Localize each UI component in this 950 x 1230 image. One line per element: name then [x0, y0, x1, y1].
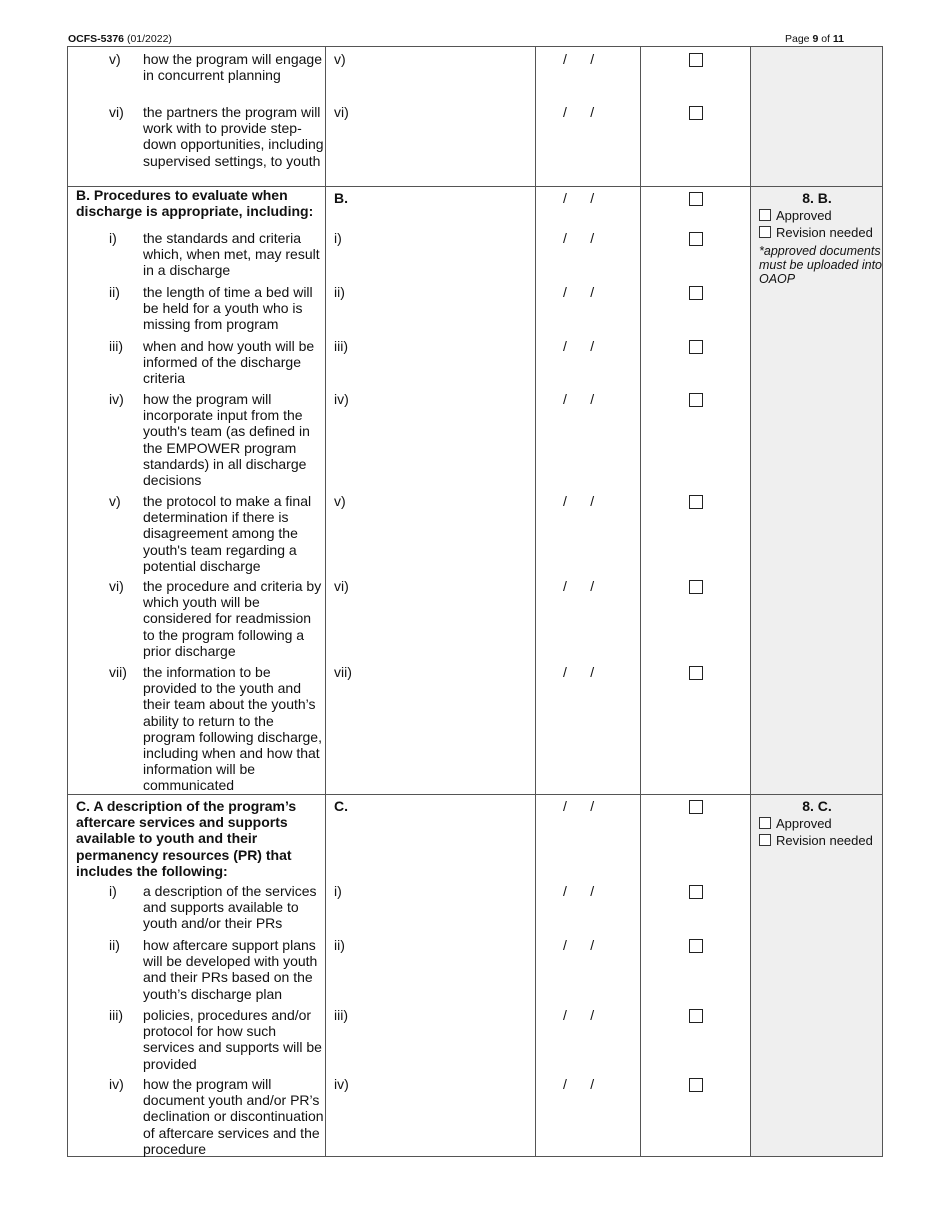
section-b-answer[interactable]: B. [334, 190, 348, 206]
checkbox[interactable] [689, 885, 703, 899]
date-field[interactable]: / / [563, 51, 595, 67]
date-field[interactable]: / / [563, 1076, 595, 1092]
date-field[interactable]: / / [563, 338, 595, 354]
upload-note: *approved documents must be uploaded into OAOP [759, 244, 883, 286]
revision-checkbox[interactable] [759, 834, 771, 846]
checkbox[interactable] [689, 232, 703, 246]
checkbox[interactable] [689, 1009, 703, 1023]
revision-checkbox[interactable] [759, 226, 771, 238]
checkbox[interactable] [689, 286, 703, 300]
revision-option[interactable]: Revision needed [759, 833, 873, 849]
date-field[interactable]: / / [563, 937, 595, 953]
checkbox[interactable] [689, 666, 703, 680]
date-field[interactable]: / / [563, 190, 595, 206]
date-field[interactable]: / / [563, 798, 595, 814]
checkbox[interactable] [689, 580, 703, 594]
date-field[interactable]: / / [563, 391, 595, 407]
checkbox[interactable] [689, 495, 703, 509]
approved-checkbox[interactable] [759, 209, 771, 221]
date-field[interactable]: / / [563, 1007, 595, 1023]
date-field[interactable]: / / [563, 104, 595, 120]
section-b-heading: B. Procedures to evaluate when discharge is appropriate, including: [76, 187, 314, 220]
checkbox[interactable] [689, 192, 703, 206]
form-id: OCFS-5376 (01/2022) [68, 33, 172, 45]
checkbox[interactable] [689, 53, 703, 67]
checkbox[interactable] [689, 800, 703, 814]
revision-option[interactable]: Revision needed [759, 225, 873, 241]
review-table: v) how the program will engage in concurrent planning v) / / vi) the partners the program will work with to provide step-down opportunities, including supervised settings, to youth vi) / / B. Procedures to evaluate when discharge is appropriate, including: B. / / 8. B. Approved Revision needed *approved documents must be uploaded into OAOP i) the standards and criteria which, when met, may result in a discharge i) / / ii) the length of time a bed will be held for a youth who is missing from program ii) / / iii) when and how youth will be informed of the discharge criteria iii) / / iv) how the program will incorporate input from the youth's team (as defined in the EMPOWER program standards) in all discharge decisions iv) / / v) the protocol to make a final determination if there is disagreement among the youth's team regarding a potential discharge v) / / vi) the procedure and criteria by which youth will be considered for readmission to the program following a prior discharge vi) / / vii) the information to be provided to the youth and their team about the youth’s ability to return to the program following discharge, including when and how that information will be communicated vii) / / C. A description of the program’s aftercare services and supports available to youth and their permanency resources (PR) that includes the following: C. / / 8. C. Approved Revision needed i) a description of the services and supports available to youth and/or their PRs i) / / ii) how aftercare support plans will be developed with youth and their PRs based on the youth’s discharge plan ii) / / iii) policies, procedures and/or protocol for how such services and supports will be provided iii) / / iv) how the program will document youth and/or PR’s declination or discontinuation of aftercare services and the procedure iv) / / [67, 46, 883, 1157]
approved-checkbox[interactable] [759, 817, 771, 829]
approved-option[interactable]: Approved [759, 208, 832, 224]
section-c-heading: C. A description of the program’s aftercare services and supports available to youth and their permanency resources (PR) that includes the following: [76, 798, 297, 879]
date-field[interactable]: / / [563, 284, 595, 300]
date-field[interactable]: / / [563, 664, 595, 680]
checkbox[interactable] [689, 939, 703, 953]
approved-option[interactable]: Approved [759, 816, 832, 832]
section-c-answer[interactable]: C. [334, 798, 348, 814]
date-field[interactable]: / / [563, 883, 595, 899]
checkbox[interactable] [689, 106, 703, 120]
date-field[interactable]: / / [563, 578, 595, 594]
section-c-review-title: 8. C. [802, 798, 832, 814]
checkbox[interactable] [689, 393, 703, 407]
date-field[interactable]: / / [563, 493, 595, 509]
section-b-review-title: 8. B. [802, 190, 832, 206]
checkbox[interactable] [689, 340, 703, 354]
page-number: Page 9 of 11 [785, 33, 845, 45]
date-field[interactable]: / / [563, 230, 595, 246]
checkbox[interactable] [689, 1078, 703, 1092]
